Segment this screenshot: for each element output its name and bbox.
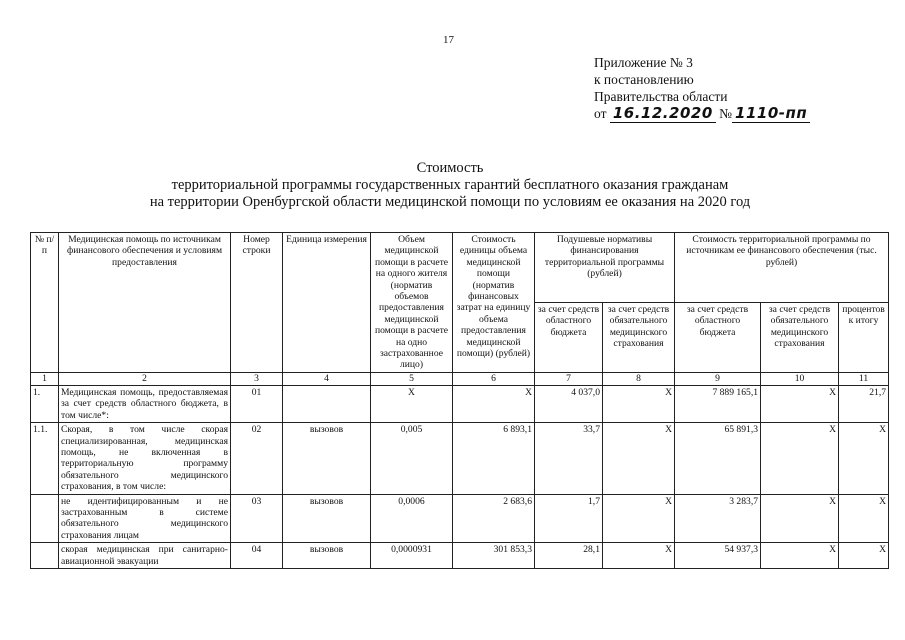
row-pc-budget: 33,7 [535, 423, 603, 494]
row-volume: X [371, 385, 453, 422]
handwritten-date: 16.12.2020 [610, 104, 716, 123]
row-cost: 2 683,6 [453, 494, 535, 543]
row-unit: вызовов [283, 543, 371, 569]
column-number-row [31, 372, 889, 385]
row-cost: 6 893,1 [453, 423, 535, 494]
number-prefix: № [719, 106, 733, 121]
page-number: 17 [443, 34, 454, 46]
header-total-cost-group: Стоимость территориальной программы по источникам ее финансового обеспечения (тыс. рублей) [675, 233, 889, 303]
column-number: 2 [59, 372, 231, 385]
row-total-budget: 3 283,7 [675, 494, 761, 543]
row-pc-oms: X [603, 385, 675, 422]
table-row [31, 423, 889, 494]
column-number: 9 [675, 372, 761, 385]
header-per-capita-group: Подушевые нормативы финансирования территориальной программы (рублей) [535, 233, 675, 303]
column-number: 3 [231, 372, 283, 385]
document-title [100, 160, 800, 211]
row-pc-budget: 1,7 [535, 494, 603, 543]
column-number: 6 [453, 372, 535, 385]
header-num: № п/п [31, 233, 59, 373]
row-total-budget: 7 889 165,1 [675, 385, 761, 422]
appendix-title: Приложение № 3 [594, 55, 693, 70]
row-percent: 21,7 [839, 385, 889, 422]
column-number: 5 [371, 372, 453, 385]
table-row [31, 494, 889, 543]
row-line: 02 [231, 423, 283, 494]
header-percent: процентов к итогу [839, 302, 889, 372]
row-pc-budget: 4 037,0 [535, 385, 603, 422]
column-number: 10 [761, 372, 839, 385]
table-row [31, 385, 889, 422]
header-line-number: Номер строки [231, 233, 283, 373]
row-total-oms: X [761, 543, 839, 569]
row-pc-oms: X [603, 494, 675, 543]
row-num [31, 543, 59, 569]
row-line: 01 [231, 385, 283, 422]
row-name: Медицинская помощь, предоставляемая за счет средств областного бюджета, в том числе*: [59, 385, 231, 422]
appendix-header [594, 54, 810, 122]
title-line-2: территориальной программы государственных гарантий бесплатного оказания гражданам [171, 177, 729, 193]
row-name: скорая медицинская при санитарно-авиационной эвакуации [59, 543, 231, 569]
handwritten-number: 1110-пп [732, 104, 810, 123]
row-unit: вызовов [283, 494, 371, 543]
row-pc-oms: X [603, 423, 675, 494]
row-num [31, 494, 59, 543]
row-pc-budget: 28,1 [535, 543, 603, 569]
appendix-date-line [594, 105, 810, 122]
header-total-budget: за счет средств областного бюджета [675, 302, 761, 372]
row-pc-oms: X [603, 543, 675, 569]
row-volume: 0,005 [371, 423, 453, 494]
column-number: 7 [535, 372, 603, 385]
row-unit [283, 385, 371, 422]
row-volume: 0,0000931 [371, 543, 453, 569]
title-line-1: Стоимость [416, 160, 484, 176]
date-prefix: от [594, 106, 607, 121]
column-number: 11 [839, 372, 889, 385]
row-total-oms: X [761, 385, 839, 422]
row-name: не идентифицированным и не застрахованным в системе обязательного медицинского страхования лицам [59, 494, 231, 543]
row-percent: X [839, 423, 889, 494]
column-number: 8 [603, 372, 675, 385]
title-line-3: на территории Оренбургской области медицинской помощи по условиям ее оказания на 2020 год [149, 194, 751, 210]
row-num: 1.1. [31, 423, 59, 494]
row-num: 1. [31, 385, 59, 422]
header-row [31, 233, 889, 303]
row-cost: 301 853,3 [453, 543, 535, 569]
cost-table [30, 232, 889, 569]
header-volume: Объем медицинской помощи в расчете на одного жителя (норматив объемов предоставления медицинской помощи в расчете на одно застрахованное лицо) [371, 233, 453, 373]
row-percent: X [839, 543, 889, 569]
table-row [31, 543, 889, 569]
column-number: 4 [283, 372, 371, 385]
row-unit: вызовов [283, 423, 371, 494]
header-pc-oms: за счет средств обязательного медицинского страхования [603, 302, 675, 372]
header-assistance: Медицинская помощь по источникам финансового обеспечения и условиям предоставления [59, 233, 231, 373]
row-cost: X [453, 385, 535, 422]
appendix-line-government: Правительства области [594, 89, 728, 104]
header-unit: Единица измерения [283, 233, 371, 373]
appendix-line-resolution: к постановлению [594, 72, 694, 87]
row-percent: X [839, 494, 889, 543]
column-number: 1 [31, 372, 59, 385]
row-total-oms: X [761, 494, 839, 543]
row-total-budget: 54 937,3 [675, 543, 761, 569]
row-volume: 0,0006 [371, 494, 453, 543]
header-total-oms: за счет средств обязательного медицинского страхования [761, 302, 839, 372]
header-pc-budget: за счет средств областного бюджета [535, 302, 603, 372]
row-line: 03 [231, 494, 283, 543]
row-total-oms: X [761, 423, 839, 494]
row-total-budget: 65 891,3 [675, 423, 761, 494]
header-unit-cost: Стоимость единицы объема медицинской помощи (норматив финансовых затрат на единицу объема предоставления медицинской помощи) (рублей) [453, 233, 535, 373]
row-name: Скорая, в том числе скорая специализированная, медицинская помощь, не включенная в территориальную программу обязательного медицинского страхования, в том числе: [59, 423, 231, 494]
row-line: 04 [231, 543, 283, 569]
